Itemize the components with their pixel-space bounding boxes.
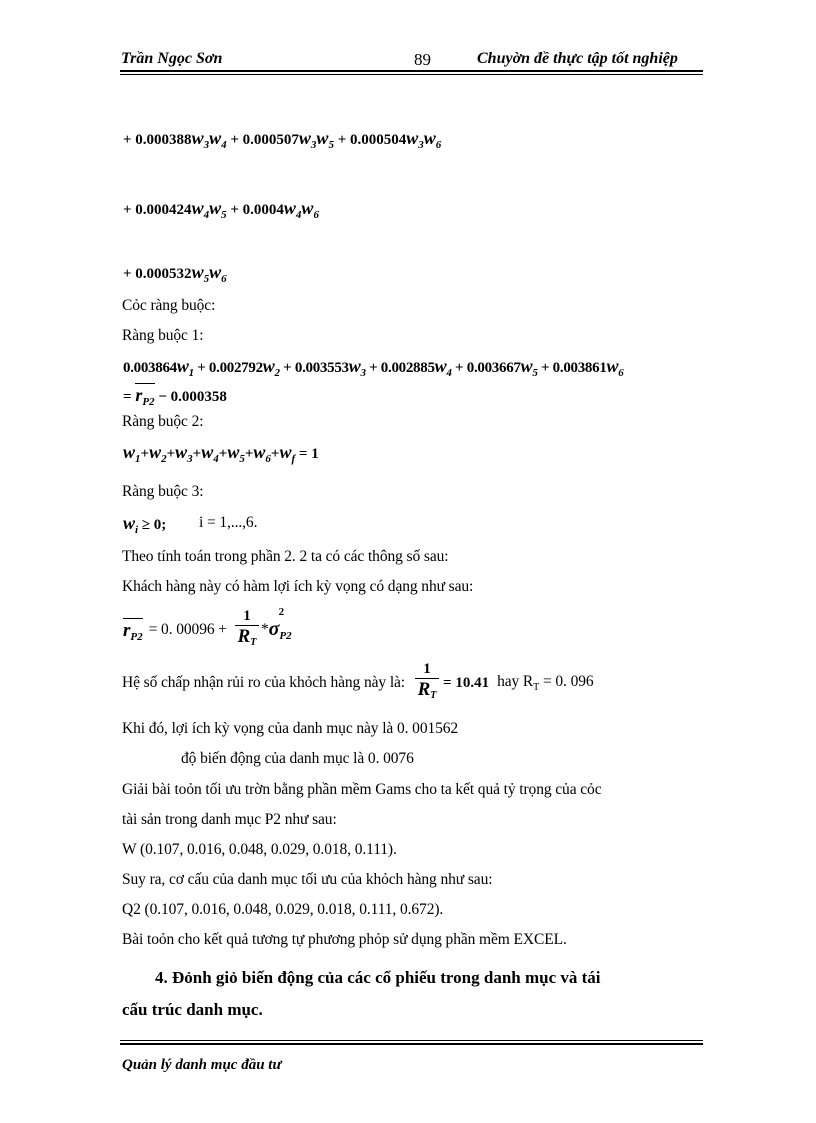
- var-wf: $w_f$: [279, 442, 296, 465]
- var-w2: $w_2$: [262, 356, 280, 379]
- var-w2: $w_2$: [149, 442, 167, 465]
- utility-equation: [123, 607, 292, 653]
- fraction-denominator: $R_T$: [417, 678, 437, 701]
- constraint2-equation: $w_1+w_2+w_3+w_4+w_5+w_6+w_f = 1$: [123, 442, 319, 465]
- coef: + 0.003861: [540, 360, 607, 376]
- constraint3-title: Ràng buộc 3:: [122, 483, 204, 500]
- para-khi-do: Khi đó, lợi ích kỳ vọng của danh mục này là 0. 001562: [122, 720, 459, 737]
- coef: + 0.000424: [123, 202, 192, 218]
- footer-text: Quản lý danh mục đầu tư: [122, 1057, 282, 1073]
- var-w5: $w_5$: [227, 442, 245, 465]
- var-w1: $w_1$: [176, 356, 194, 379]
- coef: + 0.000504: [337, 132, 407, 148]
- var-w3w4: $w_3w_4$: [191, 128, 227, 151]
- constraint1-equation: [123, 356, 623, 379]
- section-heading-line-2: cấu trúc danh mục.: [122, 1000, 263, 1019]
- coef: 0.003864: [123, 360, 177, 376]
- coef: + 0.002885: [369, 360, 435, 376]
- hay-rt: hay $R_T = 0$. 096: [497, 672, 594, 694]
- fraction-numerator: 1: [423, 660, 431, 677]
- header-rule-top: [120, 70, 703, 72]
- coef: + 0.0004: [230, 202, 284, 218]
- var-w4w5: $w_4w_5$: [191, 198, 227, 221]
- fraction-denominator: $R_T$: [237, 625, 257, 648]
- para-suy-ra: Suy ra, cơ cấu của danh mục tối ưu của khỏch hàng như sau:: [122, 871, 493, 888]
- constraints-title: Cỏc ràng buộc:: [122, 297, 216, 314]
- coef: + 0.000388: [123, 132, 192, 148]
- header-page-number: 89: [414, 50, 431, 69]
- constraint1-title: Ràng buộc 1:: [122, 327, 204, 344]
- header-rule-bottom: [120, 74, 703, 75]
- coef: + 0.003553: [283, 360, 349, 376]
- var-w3: $w_3$: [175, 442, 193, 465]
- var-w3w5: $w_3w_5$: [298, 128, 334, 151]
- objective-line-1: [123, 128, 441, 151]
- coef: + 0.002792: [197, 360, 263, 376]
- footer-rule-top: [120, 1040, 703, 1041]
- objective-line-3: [123, 262, 227, 285]
- var-w3w6: $w_3w_6$: [406, 128, 442, 151]
- var-w1: $w_1$: [123, 442, 141, 465]
- para-bai-toan: Bài toỏn cho kết quả tương tự phương phỏp sử dụng phần mềm EXCEL.: [122, 931, 567, 948]
- fraction-numerator: 1: [243, 607, 251, 624]
- var-sigma: $\sigma_{P2}$ 2: [268, 606, 292, 642]
- constraint2-title: Ràng buộc 2:: [122, 413, 204, 430]
- var-w4: $w_4$: [201, 442, 219, 465]
- ineq: ≥ 0;: [141, 517, 167, 533]
- footer-rule-bottom: [120, 1043, 703, 1045]
- rhs: = 1: [298, 446, 319, 462]
- coef: + 0.003667: [455, 360, 521, 376]
- constraint3-equation: [123, 513, 166, 536]
- utility-fraction: [235, 608, 259, 653]
- para-giai-bai-1: Giải bài toỏn tối ưu trờn bằng phần mềm Gams cho ta kết quả tỷ trọng của cỏc: [122, 781, 602, 798]
- para-do-bien-dong: độ biến động của danh mục là 0. 0076: [181, 750, 414, 767]
- var-r-bar: $r_{P2}$: [123, 619, 143, 643]
- constraint1-rhs: = $r_{P2} - 0.000358$: [123, 385, 227, 408]
- utility-const: = 0. 00096 +: [148, 621, 227, 638]
- header-title: Chuyờn đề thực tập tốt nghiệp: [477, 50, 678, 67]
- risk-fraction: [415, 661, 439, 706]
- rhs-const: 0.000358: [170, 389, 227, 405]
- i-range: i = 1,...,6.: [199, 514, 258, 531]
- section-heading-line-1: 4. Đỏnh giỏ biến động của các cổ phiếu trong danh mục và tái: [155, 968, 601, 987]
- risk-line: [122, 660, 594, 706]
- para-giai-bai-2: tài sản trong danh mục P2 như sau:: [122, 811, 337, 828]
- var-w6: $w_6$: [606, 356, 624, 379]
- risk-value: = 10.41: [443, 674, 490, 691]
- multiply-sign: *: [260, 621, 269, 638]
- para-theo-tinh-toan: Theo tính toán trong phần 2. 2 ta có các thông số sau:: [122, 548, 449, 565]
- var-wi: $w_i$: [123, 513, 139, 536]
- var-w4w6: $w_4w_6$: [283, 198, 319, 221]
- w-result: W (0.107, 0.016, 0.048, 0.029, 0.018, 0.111).: [122, 841, 397, 858]
- risk-text: Hệ số chấp nhận rủi ro của khỏch hàng này là:: [122, 674, 406, 691]
- var-w3: $w_3$: [348, 356, 366, 379]
- objective-line-2: [123, 198, 319, 221]
- square-exponent: 2: [278, 606, 285, 618]
- q2-result: Q2 (0.107, 0.016, 0.048, 0.029, 0.018, 0.111, 0.672).: [122, 901, 444, 918]
- var-w4: $w_4$: [434, 356, 452, 379]
- var-w5w6: $w_5w_6$: [191, 262, 227, 285]
- para-khach-hang: Khách hàng này có hàm lợi ích kỳ vọng có dạng như sau:: [122, 578, 474, 595]
- coef: + 0.000532: [123, 266, 192, 282]
- var-w5: $w_5$: [520, 356, 538, 379]
- coef: + 0.000507: [230, 132, 299, 148]
- var-w6: $w_6$: [253, 442, 271, 465]
- header-author: Trần Ngọc Sơn: [121, 50, 223, 67]
- var-r-bar: $r_{P2}$: [135, 385, 155, 408]
